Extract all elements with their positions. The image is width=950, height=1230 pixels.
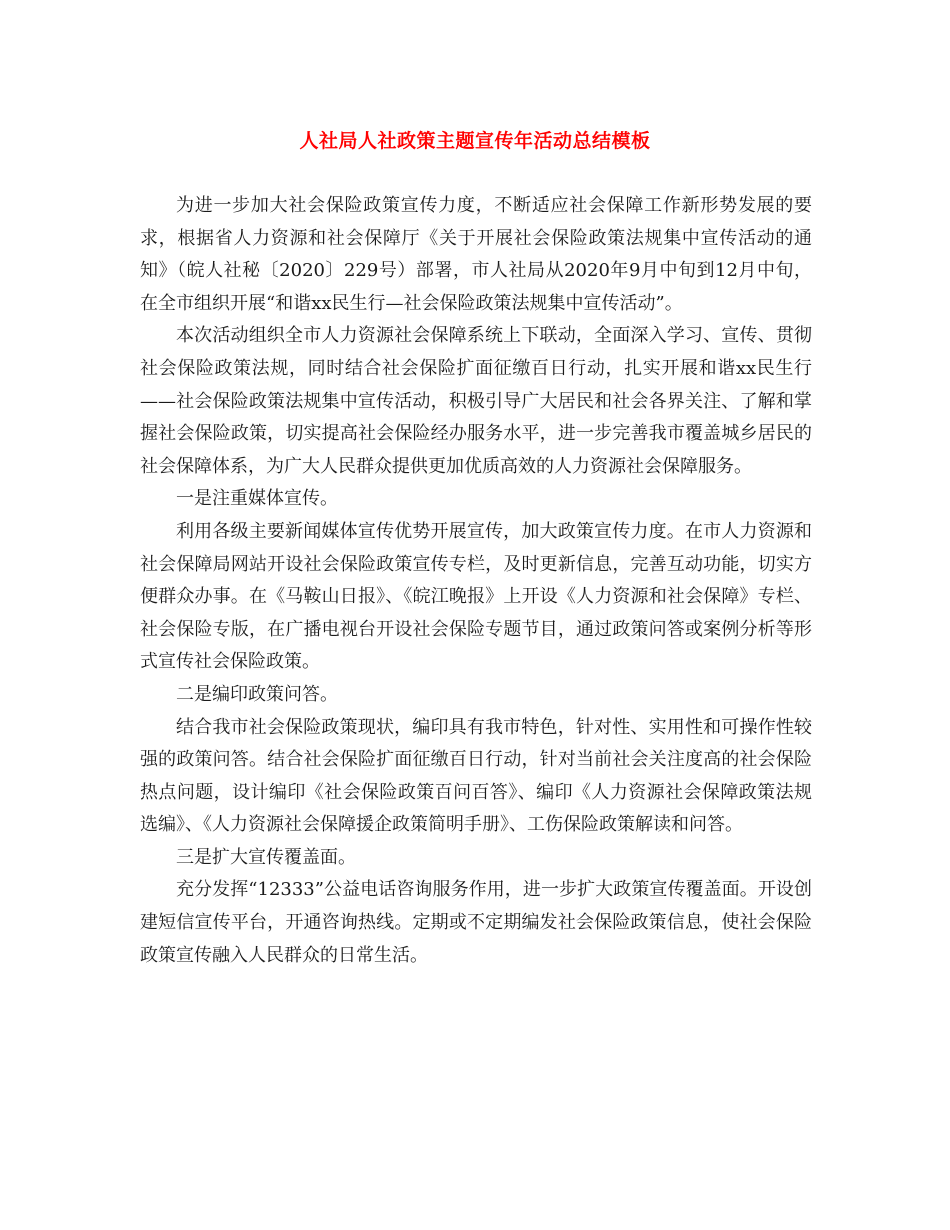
paragraph-overview: 本次活动组织全市人力资源社会保障系统上下联动，全面深入学习、宣传、贯彻社会保险政策法规，同时结合社会保险扩面征缴百日行动，扎实开展和谐xx民生行——社会保险政策法规集中宣传活动，积极引导广大居民和社会各界关注、了解和掌握社会保险政策，切实提高社会保险经办服务水平，进一步完善我市覆盖城乡居民的社会保障体系，为广大人民群众提供更加优质高效的人力资源社会保障服务。 — [140, 325, 812, 477]
section-heading-coverage: 三是扩大宣传覆盖面。 — [176, 846, 356, 868]
paragraph-intro: 为进一步加大社会保险政策宣传力度，不断适应社会保障工作新形势发展的要求，根据省人力资源和社会保障厅《关于开展社会保险政策法规集中宣传活动的通知》（皖人社秘〔2020〕229号）部署，市人社局从2020年9月中旬到12月中旬，在全市组织开展“和谐xx民生行—社会保险政策法规集中宣传活动”。 — [140, 195, 812, 314]
paragraph-media: 利用各级主要新闻媒体宣传优势开展宣传，加大政策宣传力度。在市人力资源和社会保障局网站开设社会保险政策宣传专栏，及时更新信息，完善互动功能，切实方便群众办事。在《马鞍山日报》、《皖江晚报》上开设《人力资源和社会保障》专栏、社会保险专版，在广播电视台开设社会保险专题节目，通过政策问答或案例分析等形式宣传社会保险政策。 — [140, 520, 812, 673]
document-body — [140, 190, 812, 972]
section-heading-media: 一是注重媒体宣传。 — [176, 488, 338, 510]
document-title: 人社局人社政策主题宣传年活动总结模板 — [299, 130, 651, 152]
section-heading-qa: 二是编印政策问答。 — [176, 683, 338, 705]
paragraph-coverage: 充分发挥“12333”公益电话咨询服务作用，进一步扩大政策宣传覆盖面。开设创建短信宣传平台，开通咨询热线。定期或不定期编发社会保险政策信息，使社会保险政策宣传融入人民群众的日常生活。 — [140, 879, 812, 966]
paragraph-qa: 结合我市社会保险政策现状，编印具有我市特色，针对性、实用性和可操作性较强的政策问答。结合社会保险扩面征缴百日行动，针对当前社会关注度高的社会保险热点问题，设计编印《社会保险政策百问百答》、编印《人力资源社会保障政策法规选编》、《人力资源社会保障援企政策简明手册》、工伤保险政策解读和问答。 — [140, 716, 812, 836]
